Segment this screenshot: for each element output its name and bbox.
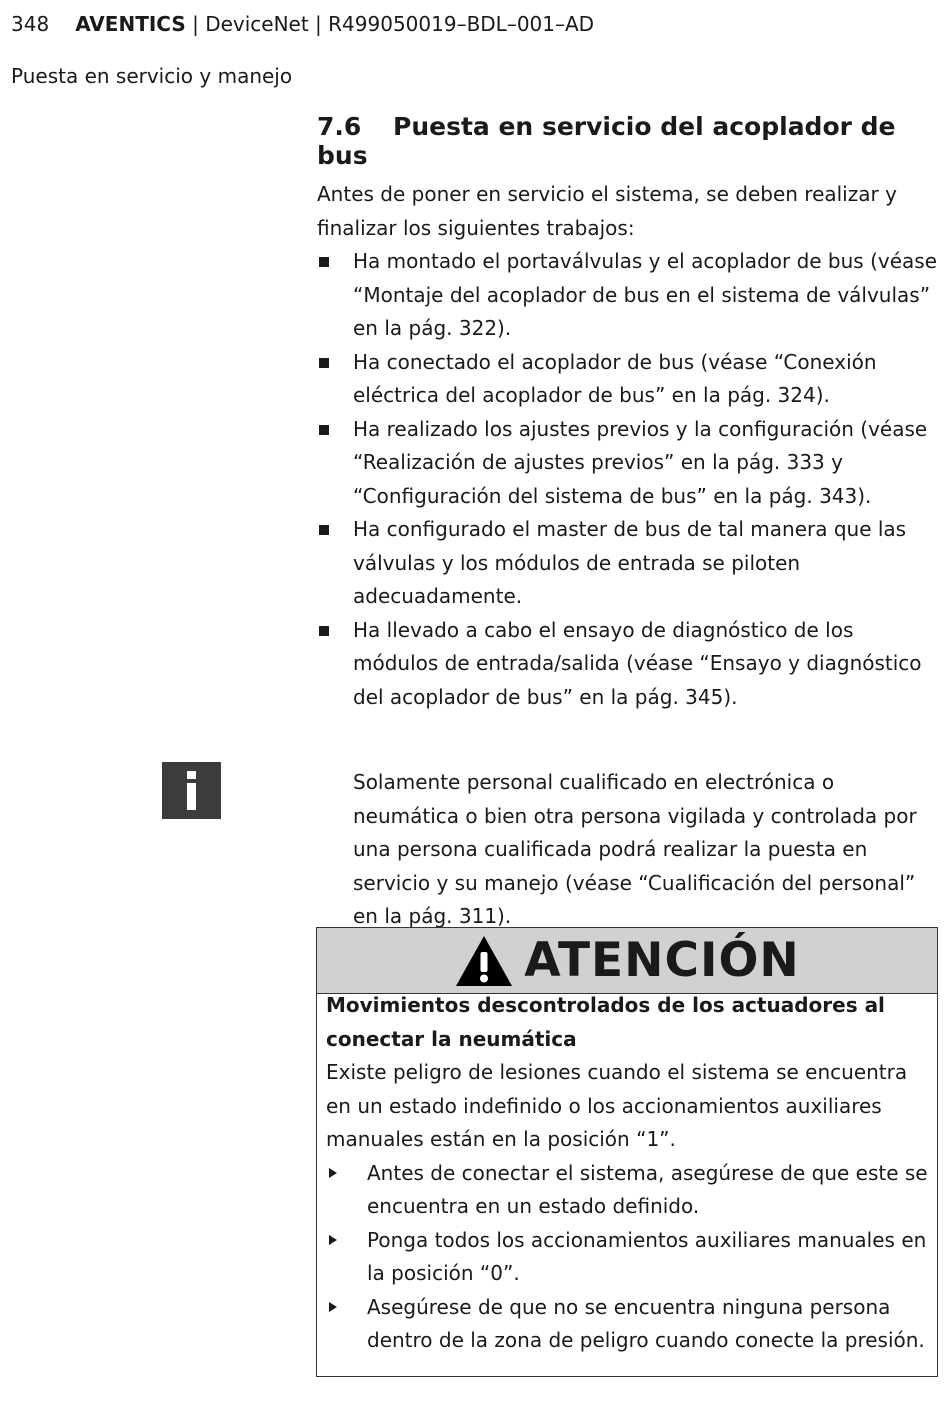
list-item: Ha realizado los ajustes previos y la configuración (véase “Realización de ajustes previos” en la pág. 333 y “Configuración del sistema de bus” en la pág. 343). [317,413,937,514]
list-item: Ha montado el portaválvulas y el acoplador de bus (véase “Montaje del acoplador de bus en el sistema de válvulas” en la pág. 322). [317,245,937,346]
chapter-number: 7.6 [317,112,362,141]
chapter-heading [317,112,950,170]
brand-name: AVENTICS [75,12,186,36]
list-item: Antes de conectar el sistema, asegúrese de que este se encuentra en un estado definido. [326,1157,928,1224]
list-item: Ha configurado el master de bus de tal manera que las válvulas y los módulos de entrada se piloten adecuadamente. [317,513,937,614]
prerequisite-list [317,245,937,714]
warning-triangle-icon [454,934,514,988]
body-text [317,178,937,714]
page-header [11,12,594,36]
list-item: Ponga todos los accionamientos auxiliares manuales en la posición “0”. [326,1224,928,1291]
info-icon [162,762,221,819]
caution-title: ATENCIÓN [524,933,800,988]
list-item: Ha conectado el acoplador de bus (véase “Conexión eléctrica del acoplador de bus” en la pág. 324). [317,346,937,413]
caution-heading: Movimientos descontrolados de los actuadores al conectar la neumática [326,993,885,1051]
page-number: 348 [11,12,50,36]
caution-header [317,928,937,994]
list-item: Asegúrese de que no se encuentra ninguna persona dentro de la zona de peligro cuando conecte la presión. [326,1291,928,1358]
document-id: | DeviceNet | R499050019–BDL–001–AD [185,12,595,36]
info-note: Solamente personal cualificado en electrónica o neumática o bien otra persona vigilada y controlada por una persona cualificada podrá realizar la puesta en servicio y su manejo (véase “Cualificación del personal” en la pág. 311). [353,770,917,928]
caution-box [316,927,938,1377]
caution-body [317,989,937,1358]
intro-paragraph: Antes de poner en servicio el sistema, se deben realizar y finalizar los siguientes trabajos: [317,182,897,240]
caution-steps [326,1157,928,1358]
caution-text: Existe peligro de lesiones cuando el sistema se encuentra en un estado indefinido o los accionamientos auxiliares manuales están en la posición “1”. [326,1060,908,1151]
chapter-title: Puesta en servicio del acoplador de bus [317,112,896,170]
list-item: Ha llevado a cabo el ensayo de diagnóstico de los módulos de entrada/salida (véase “Ensayo y diagnóstico del acoplador de bus” en la pág. 345). [317,614,937,715]
section-label: Puesta en servicio y manejo [11,64,293,88]
